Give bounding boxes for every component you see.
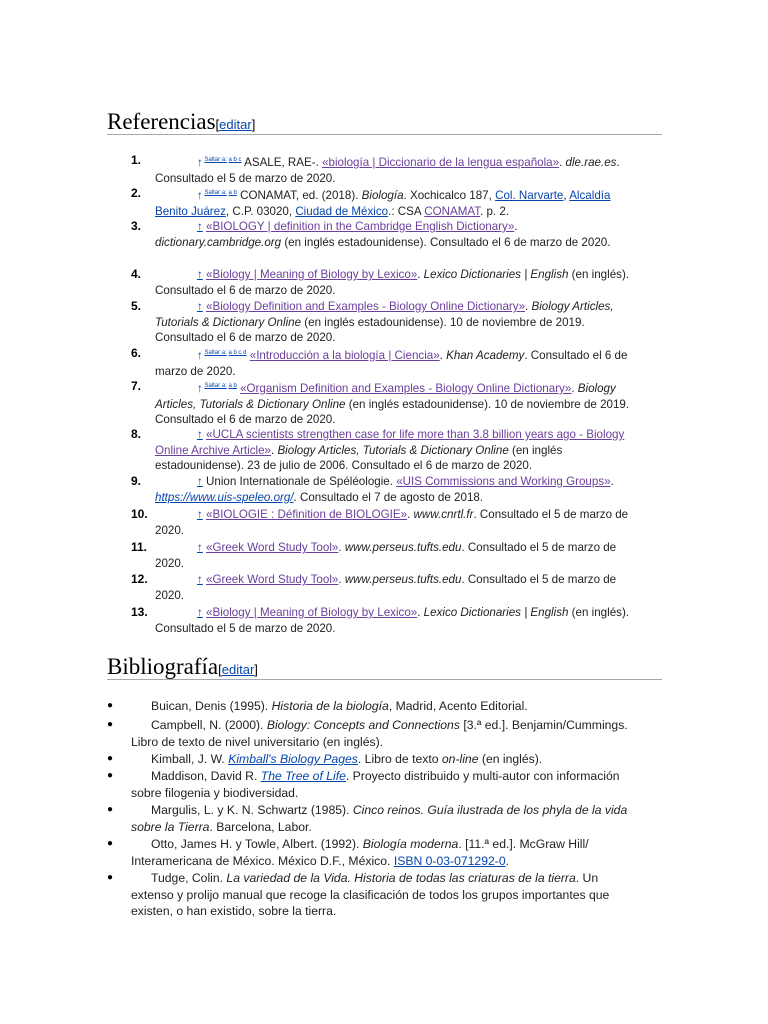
citation-text: ASALE, RAE-. [244,156,323,169]
backlink-letters[interactable]: a b [228,190,237,196]
citation-text: (en inglés estadounidense). 10 de noviembre de 2019. Consultado el 6 de marzo de 2020. [155,397,630,426]
italic-text: Khan Academy [446,349,525,362]
citation-link[interactable]: «Greek Word Study Tool» [206,541,339,554]
reference-item [131,605,635,636]
citation-text: Tudge, Colin. [151,871,227,885]
references-title: Referencias [107,109,216,134]
reference-number: 11. [131,540,148,554]
back-arrow-icon[interactable]: ↑ [197,428,203,441]
back-arrow-icon[interactable]: ↑ [197,508,203,521]
bullet-icon: ● [107,838,114,849]
citation-link[interactable]: «UIS Commissions and Working Groups» [396,475,611,488]
citation-link[interactable]: «Introducción a la biología | Ciencia» [249,349,440,362]
italic-text: dictionary.cambridge.org [155,235,282,249]
citation-link[interactable]: «biología | Diccionario de la lengua española» [322,156,560,169]
bibliography-item [107,698,636,715]
bibliography-item [107,768,636,801]
citation-text: Buican, Denis (1995). [151,699,272,713]
citation-text: . Libro de texto [357,752,442,766]
citation-link[interactable]: «Biology | Meaning of Biology by Lexico» [206,606,418,619]
reference-number: 4. [131,267,142,281]
jump-to-label[interactable]: Saltar a: [204,350,227,356]
citation-text: . [407,508,414,521]
reference-number: 12. [131,572,148,586]
citation-link[interactable]: «BIOLOGY | definition in the Cambridge English Dictionary» [206,220,515,233]
back-arrow-icon[interactable]: ↑ [197,349,203,362]
citation-text: (en inglés). Consultado el 6 de marzo de 2020. [155,268,630,297]
reference-item [131,379,635,428]
citation-text: . Un extenso y prolijo manual que recoge la clasificación de todos los grupos importantes que existen, o han existido, sobre la tierra. [131,871,610,918]
bibliography-item [107,802,636,835]
italic-text: Historia de la biología [271,699,389,713]
reference-item [131,346,635,379]
citation-text: , [563,189,570,202]
reference-item [131,219,635,250]
citation-text: . [439,349,447,362]
citation-text: (en inglés estadounidense). 10 de noviembre de 2019. Consultado el 6 de marzo de 2020. [155,315,585,344]
citation-text: . [338,573,345,586]
citation-link[interactable]: https://www.uis-speleo.org/ [155,490,294,504]
reference-number: 3. [131,219,142,233]
references-edit-link[interactable]: editar [219,117,252,132]
bibliography-item [107,836,636,869]
citation-link[interactable]: «BIOLOGIE : Définition de BIOLOGIE» [206,508,408,521]
bibliography-divider [107,679,662,680]
citation-text: , C.P. 03020, [225,204,296,218]
back-arrow-icon[interactable]: ↑ [197,268,203,281]
citation-text: . Consultado el 5 de marzo de 2020. [155,508,629,537]
citation-text: . [338,541,345,554]
citation-text: . Consultado el 5 de marzo de 2020. [155,156,620,185]
citation-text: . [525,300,532,313]
jump-to-label[interactable]: Saltar a: [204,190,227,196]
italic-text: Lexico Dictionaries | English [423,268,569,281]
bullet-icon: ● [107,719,114,730]
back-arrow-icon[interactable]: ↑ [197,606,203,619]
citation-link[interactable]: Kimball's Biology Pages [228,752,358,766]
citation-link[interactable]: «Biology Definition and Examples - Biology Online Dictionary» [206,300,526,313]
italic-text: Biology Articles, Tutorials & Dictionary Online [277,443,509,457]
citation-text: . Barcelona, Labor. [209,819,312,834]
reference-number: 1. [131,153,142,167]
reference-item [131,186,635,219]
back-arrow-icon[interactable]: ↑ [197,573,203,586]
citation-text: . Consultado el 6 de marzo de 2020. [155,349,628,378]
citation-text: (en inglés). Consultado el 5 de marzo de 2020. [155,606,630,635]
citation-text: Kimball, J. W. [151,752,229,766]
citation-link[interactable]: «Biology | Meaning of Biology by Lexico» [206,268,418,281]
jump-to-label[interactable]: Saltar a: [204,157,227,163]
bibliography-item [107,751,636,768]
reference-number: 5. [131,299,142,313]
italic-text: www.perseus.tufts.edu [344,573,462,586]
back-arrow-icon[interactable]: ↑ [197,382,203,395]
reference-number: 10. [131,507,148,521]
citation-text: (en inglés estadounidense). Consultado el 6 de marzo de 2020. [281,235,611,249]
citation-text: . Xochicalco 187, [403,189,496,202]
bullet-icon: ● [107,770,114,781]
backlink-group [203,157,242,163]
bibliography-item [107,870,636,920]
bibliography-edit: [editar] [218,662,258,677]
bullet-icon: ● [107,700,114,711]
bullet-icon: ● [107,753,114,764]
reference-item [131,507,635,538]
back-arrow-icon[interactable]: ↑ [197,156,203,169]
italic-text: Biology: Concepts and Connections [266,718,460,732]
citation-text: (en inglés). [478,752,543,766]
citation-text: Union Internationale de Spéléologie. [206,475,397,488]
reference-item [131,153,635,186]
backlink-group [203,383,237,389]
reference-number: 13. [131,605,148,619]
italic-text: Biology Articles, Tutorials & Dictionary Online [155,382,616,411]
references-divider [107,134,662,135]
citation-text: . [11.ª ed.]. McGraw Hill/ Interamericana de México. México D.F., México. [131,837,589,868]
citation-text: . [505,853,509,868]
citation-text: . [417,606,424,619]
citation-text: , Madrid, Acento Editorial. [388,699,528,713]
back-arrow-icon[interactable]: ↑ [197,475,203,488]
citation-link[interactable]: Col. Narvarte [495,189,564,202]
citation-text: . [610,475,614,488]
reference-number: 9. [131,474,142,488]
reference-number: 2. [131,186,142,200]
italic-text: www.perseus.tufts.edu [344,541,462,554]
citation-link[interactable]: «UCLA scientists strengthen case for life more than 3.8 billion years ago - Biology Online Archive Article» [155,428,625,457]
citation-text: Margulis, L. y K. N. Schwartz (1985). [151,803,353,817]
back-arrow-icon[interactable]: ↑ [197,220,203,233]
italic-text: Biology Articles, Tutorials & Dictionary Online [155,300,614,329]
citation-link[interactable]: Ciudad de México [295,204,389,218]
backlink-group [203,190,237,196]
citation-text: . Proyecto distribuido y multi-autor con información sobre filogenia y biodiversidad. [131,769,620,800]
italic-text: Biología [361,189,404,202]
italic-text: dle.rae.es [565,156,617,169]
citation-text: [3.ª ed.]. Benjamin/Cummings. Libro de texto de nivel universitario (en inglés). [131,718,628,749]
citation-text: . Consultado el 7 de agosto de 2018. [293,490,484,504]
jump-to-label[interactable]: Saltar a: [204,383,227,389]
citation-text: Maddison, David R. [151,769,261,783]
backlink-letters[interactable]: a b [228,383,237,389]
backlink-letters[interactable]: a b c [228,157,242,163]
citation-link[interactable]: «Organism Definition and Examples - Biology Online Dictionary» [240,382,572,395]
back-arrow-icon[interactable]: ↑ [197,300,203,313]
reference-item [131,299,635,346]
reference-item [131,474,635,505]
citation-link[interactable]: The Tree of Life [260,769,346,783]
citation-text: .: CSA [388,204,425,218]
italic-text: Lexico Dictionaries | English [423,606,569,619]
italic-text: Cinco reinos. Guía ilustrada de los phyla de la vida sobre la Tierra [131,803,628,834]
backlink-letters[interactable]: a b c d [228,350,247,356]
citation-link[interactable]: Alcaldía Benito Juárez [155,189,611,218]
citation-link[interactable]: ISBN 0-03-071292-0 [393,853,506,868]
reference-number: 8. [131,427,142,441]
citation-text: . [559,156,566,169]
citation-text: . [514,220,518,233]
citation-text: Campbell, N. (2000). [151,718,267,732]
reference-item [131,540,635,571]
bibliography-edit-link[interactable]: editar [221,662,255,677]
citation-text: (en inglés estadounidense). 23 de julio de 2006. Consultado el 6 de marzo de 2020. [155,443,563,472]
italic-text: on-line [441,752,479,766]
reference-item [131,267,635,298]
reference-item [131,572,635,603]
reference-number: 6. [131,346,142,360]
citation-text: . Consultado el 5 de marzo de 2020. [155,541,617,570]
bullet-icon: ● [107,872,114,883]
citation-text: . p. 2. [480,204,510,218]
references-edit: [editar] [215,117,256,132]
bibliography-item [107,717,636,750]
citation-text: CONAMAT, ed. (2018). [240,189,362,202]
italic-text: www.cnrtl.fr [413,508,474,521]
citation-text: . [571,382,578,395]
back-arrow-icon[interactable]: ↑ [197,541,203,554]
citation-text: . [417,268,424,281]
citation-link[interactable]: CONAMAT [424,204,481,218]
reference-number: 7. [131,379,142,393]
backlink-group [203,350,247,356]
citation-text: . [271,443,278,457]
citation-text: Otto, James H. y Towle, Albert. (1992). [151,837,363,851]
citation-link[interactable]: «Greek Word Study Tool» [206,573,339,586]
back-arrow-icon[interactable]: ↑ [197,189,203,202]
citation-text: . Consultado el 5 de marzo de 2020. [155,573,617,602]
italic-text: La variedad de la Vida. Historia de todas las criaturas de la tierra [226,871,576,885]
italic-text: Biología moderna [362,837,459,851]
bullet-icon: ● [107,804,114,815]
reference-item [131,427,635,474]
bibliography-title: Bibliografía [107,654,219,679]
